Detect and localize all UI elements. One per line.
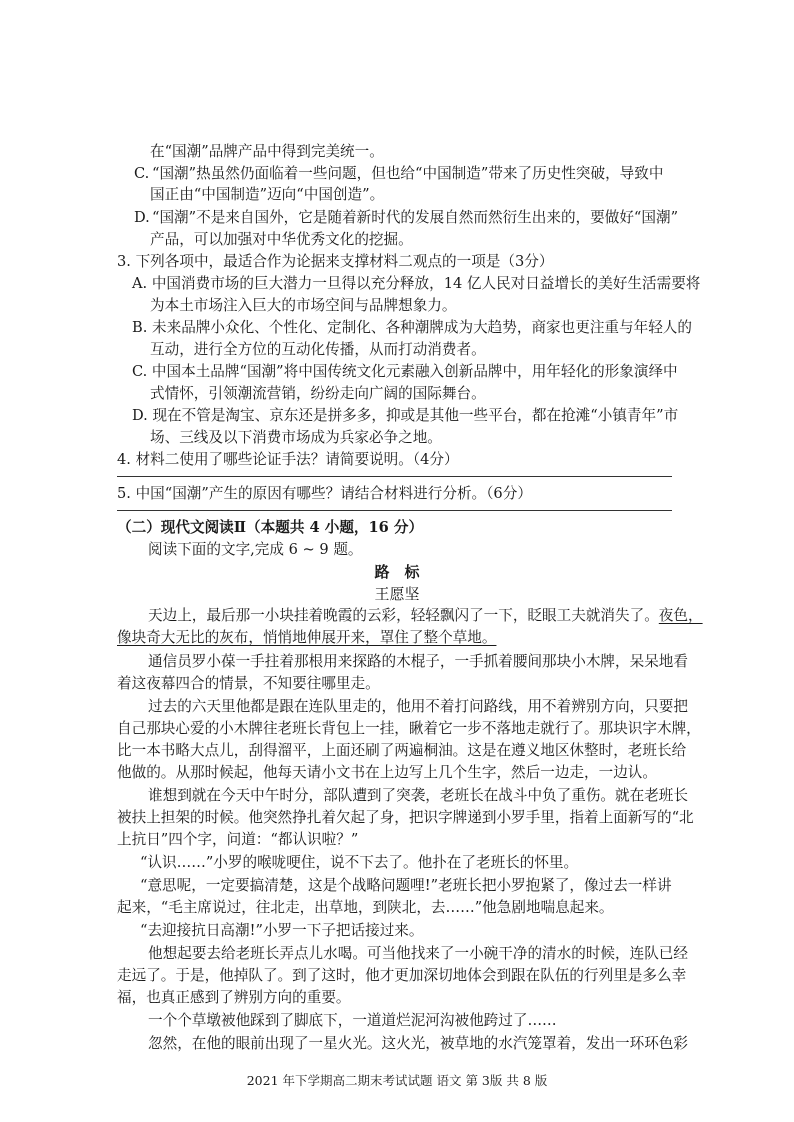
story-line: “认识……”小罗的喉咙哽住，说不下去了。他扑在了老班长的怀里。 (140, 854, 579, 871)
story-line: 他想起要去给老班长弄点儿水喝。可当他找来了一小碗干净的清水的时候，连队已经 (148, 945, 688, 962)
q3-stem: 3. 下列各项中，最适合作为论据来支撑材料二观点的一项是（3分） (117, 253, 554, 270)
story-line: 起来，“毛主席说过，往北走，出草地，到陕北，去……”他急剧地喘息起来。 (117, 899, 614, 916)
story-line: 忽然，在他的眼前出现了一星火光。这火光，被草地的水汽笼罩着，发出一环环色彩 (148, 1035, 688, 1052)
story-line: 上抗日”四个字，问道：“都认识啦？” (117, 831, 359, 848)
story-line: 他做的。从那时候起，他每天请小文书在上边写上几个生字，然后一边走，一边认。 (117, 764, 657, 781)
story-line: “意思呢，一定要搞清楚，这是个战略问题哩!”老班长把小罗抱紧了，像过去一样讲 (140, 877, 672, 894)
q3-option-b-line2: 互动，进行全方位的互动化传播，从而打动消费者。 (150, 341, 486, 358)
story-paragraph (148, 606, 703, 626)
story-line: 过去的六天里他都是跟在连队里走的，他用不着打问路线，用不着辨别方向，只要把 (148, 698, 688, 715)
story-line: 福，也真正感到了辨别方向的重要。 (117, 989, 351, 1006)
q3-option-d-line1: D. 现在不管是淘宝、京东还是拼多多，抑或是其他一些平台，都在抢滩“小镇青年”市 (132, 407, 679, 424)
story-line: “去迎接抗日高潮!”小罗一下子把话接过来。 (140, 922, 424, 939)
story-line: 比一本书略大点儿，刮得溜平，上面还刷了两遍桐油。这是在遵义地区休整时，老班长给 (117, 742, 687, 759)
q3-option-a-line2: 为本土市场注入巨大的市场空间与品牌想象力。 (150, 297, 457, 314)
q3-option-d-line2: 场、三线及以下消费市场成为兵家必争之地。 (150, 429, 442, 446)
q4-stem: 4. 材料二使用了哪些论证手法？请简要说明。（4分） (117, 451, 459, 468)
story-line: 着这夜幕四合的情景，不知要往哪里走。 (117, 675, 380, 692)
q3-option-c-line1: C. 中国本土品牌“国潮”将中国传统文化元素融入创新品牌中，用年轻化的形象演绎中 (132, 363, 678, 380)
story-title: 路 标 (374, 563, 420, 581)
q3-option-a-line1: A. 中国消费市场的巨大潜力一旦得以充分释放，14 亿人民对日益增长的美好生活需要将 (132, 275, 701, 292)
q3-option-c-line2: 式情怀，引领潮流营销，纷纷走向广阔的国际舞台。 (150, 385, 486, 402)
story-line: 走远了。于是，他掉队了。到了这时，他才更加深切地体会到跟在队伍的行列里是多么幸 (117, 967, 687, 984)
q2-option-c-line1: “国潮”热虽然仍面临着一些问题，但也给“中国制造”带来了历史性突破，导致中 (152, 165, 664, 182)
page-footer: 2021 年下学期高二期末考试试题 语文 第 3版 共 8 版 (246, 1073, 548, 1088)
story-text: 天边上，最后那一小块挂着晚霞的云彩，轻轻飘闪了一下，眨眼工夫就消失了。 (148, 607, 659, 624)
underlined-text: 夜色， (658, 607, 703, 624)
story-line: 一个个草墩被他踩到了脚底下，一道道烂泥河沟被他跨过了…… (148, 1012, 557, 1029)
q2-option-c-label: C. (134, 165, 150, 182)
q2-option-d-line2: 产品，可以加强对中华优秀文化的挖掘。 (150, 231, 413, 248)
story-line: 被扶上担架的时候。他突然挣扎着欠起了身，把识字牌递到小罗手里，指着上面新写的“北 (117, 809, 694, 826)
section-instruction: 阅读下面的文字,完成 6 ~ 9 题。 (148, 541, 363, 558)
section-heading: （二）现代文阅读Ⅱ（本题共 4 小题，16 分） (117, 519, 424, 536)
answer-line-q5 (117, 510, 672, 511)
story-author: 王愿坚 (374, 585, 420, 603)
underlined-text: 像块奇大无比的灰布，悄悄地伸展开来，罩住了整个草地。 (117, 629, 497, 646)
q2-option-c-line2: 国正由“中国制造”迈向“中国创造”。 (150, 186, 385, 203)
q2-option-d-label: D. (134, 209, 150, 226)
q2-option-d-line1: “国潮”不是来自国外，它是随着新时代的发展自然而然衍生出来的，要做好“国潮” (152, 209, 679, 226)
q2-continuation: 在“国潮”品牌产品中得到完美统一。 (150, 143, 384, 160)
q3-option-b-line1: B. 未来品牌小众化、个性化、定制化、各种潮牌成为大趋势，商家也更注重与年轻人的 (132, 319, 692, 336)
q5-stem: 5. 中国“国潮”产生的原因有哪些？请结合材料进行分析。（6分） (117, 485, 532, 502)
story-line: 谁想到就在今天中午时分，部队遭到了突袭，老班长在战斗中负了重伤。就在老班长 (148, 787, 688, 804)
story-line: 自己那块心爱的小木牌往老班长背包上一挂，瞅着它一步不落地走就行了。那块识字木牌， (117, 720, 701, 737)
story-line: 通信员罗小葆一手拄着那根用来探路的木棍子，一手抓着腰间那块小木牌，呆呆地看 (148, 653, 688, 670)
answer-line-q4 (117, 476, 672, 477)
